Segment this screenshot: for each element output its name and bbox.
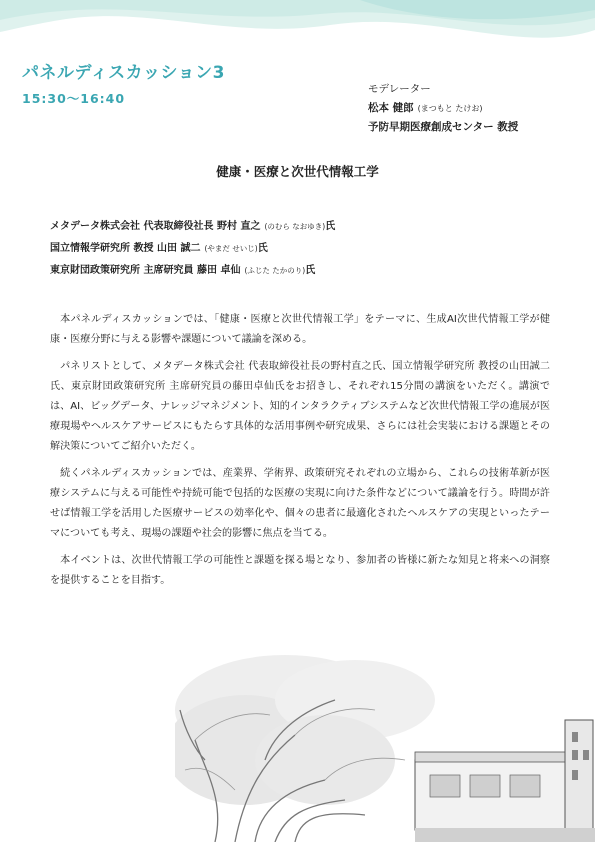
- panelist-kana: (ふじた たかのり): [244, 266, 306, 275]
- top-wave-decoration: [0, 0, 595, 60]
- description-paragraph: パネリストとして、メタデータ株式会社 代表取締役社長の野村直之氏、国立情報学研究所 教授の山田誠二氏、東京財団政策研究所 主席研究員の藤田卓仙氏をお招きし、それぞれ15分間の講演をいただく。講演では、AI、ビッグデータ、ナレッジマネジメント、知的インタラクティブシステムなど次世代情報工学の進展が医療現場やヘルスケアサービスにもたらす具体的な活用事例や研究成果、さらには社会実装における課題とその解決策についてご紹介いただく。: [50, 361, 550, 452]
- panelist-affiliation: 東京財団政策研究所 主席研究員: [50, 265, 194, 276]
- panelist-suffix: 氏: [305, 265, 316, 276]
- panelist-item: [50, 260, 335, 282]
- panelist-kana: (やまだ せいじ): [204, 244, 258, 253]
- description-paragraph: 続くパネルディスカッションでは、産業界、学術界、政策研究それぞれの立場から、これらの技術革新が医療システムに与える可能性や持続可能で包括的な医療の実現に向けた条件などについて議論を行う。時間が許せば情報工学を活用した医療サービスの効率化や、個々の患者に最適化されたヘルスケアの実現といったテーマについても考え、現場の課題や社会的影響に焦点を当てる。: [50, 468, 550, 539]
- panelist-suffix: 氏: [257, 243, 268, 254]
- moderator-affiliation: 予防早期医療創成センター 教授: [368, 121, 519, 133]
- moderator-block: [368, 80, 518, 137]
- session-header: [22, 58, 225, 107]
- panelist-affiliation: 国立情報学研究所 教授: [50, 243, 154, 254]
- panelist-name: 野村 直之: [216, 221, 261, 232]
- moderator-role: モデレーター: [368, 83, 431, 95]
- theme-title: 健康・医療と次世代情報工学: [216, 164, 379, 179]
- panelist-list: [50, 216, 335, 282]
- trees-building-illustration: [175, 640, 595, 842]
- session-time: 15:30〜16:40: [22, 91, 126, 106]
- panelist-name: 藤田 卓仙: [196, 265, 241, 276]
- panelist-name: 山田 誠二: [156, 243, 201, 254]
- panelist-suffix: 氏: [325, 221, 336, 232]
- description-body: [50, 310, 550, 598]
- panelist-item: [50, 216, 335, 238]
- moderator-kana: (まつもと たけお): [417, 103, 483, 113]
- description-paragraph: 本イベントは、次世代情報工学の可能性と課題を探る場となり、参加者の皆様に新たな知見と将来への洞察を提供することを目指す。: [50, 555, 550, 586]
- panelist-kana: (のむら なおゆき): [264, 222, 326, 231]
- description-paragraph: 本パネルディスカッションでは、「健康・医療と次世代情報工学」をテーマに、生成AI次世代情報工学が健康・医療分野に与える影響や課題について議論を深める。: [50, 314, 550, 345]
- moderator-name-line: [368, 99, 518, 119]
- session-title: パネルディスカッション3: [22, 63, 225, 83]
- moderator-name: 松本 健郎: [368, 101, 414, 114]
- panelist-item: [50, 238, 335, 260]
- panelist-affiliation: メタデータ株式会社 代表取締役社長: [50, 221, 214, 232]
